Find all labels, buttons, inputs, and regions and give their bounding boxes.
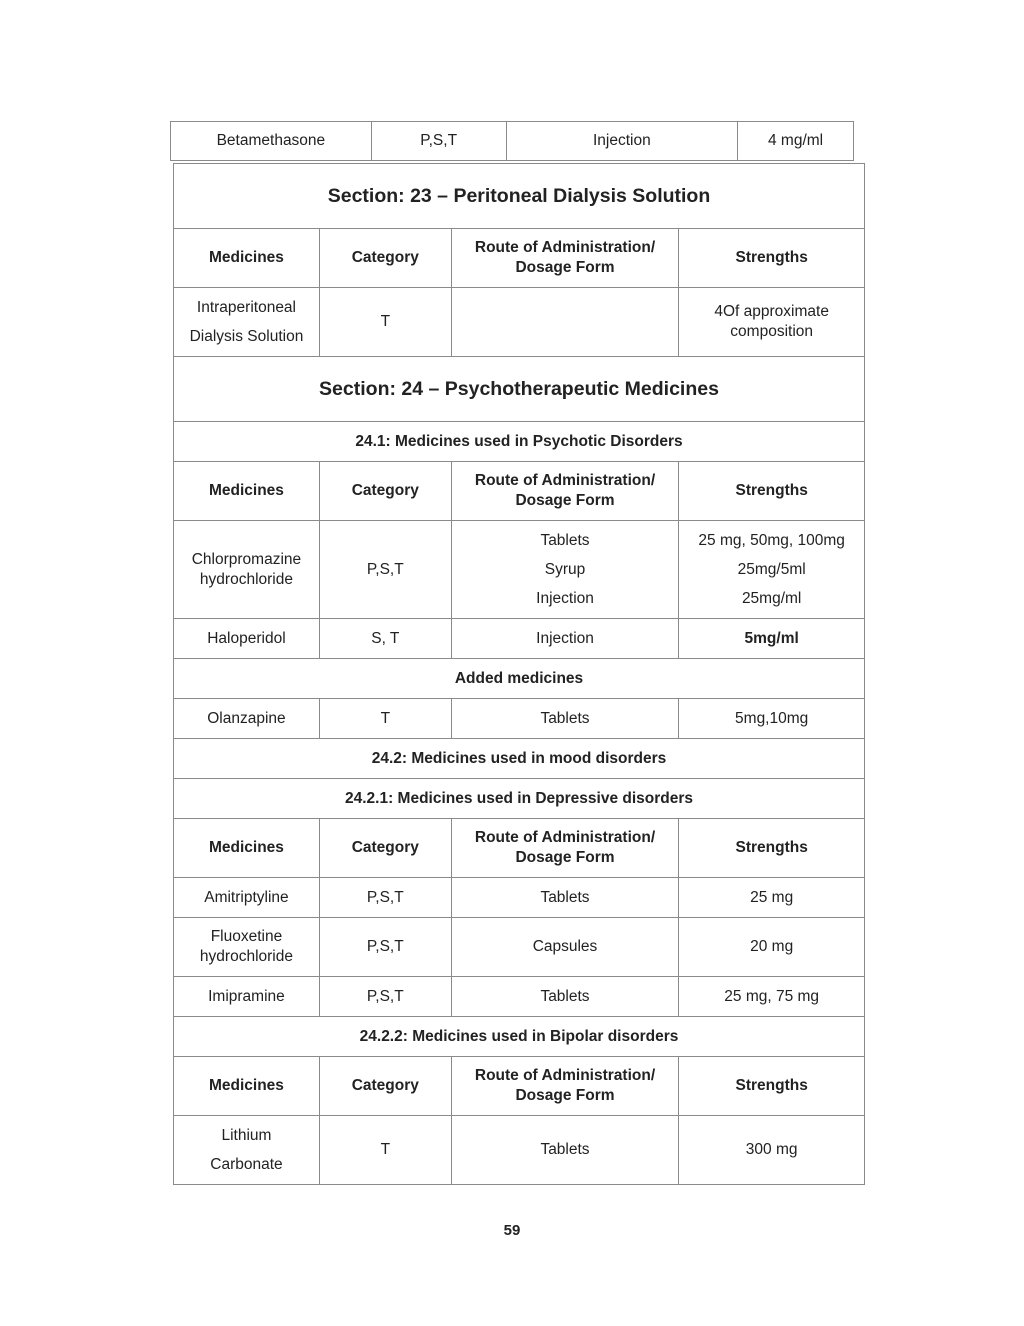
table-header-row [174,1057,865,1116]
subsection-row [174,779,865,819]
table-row-olanzapine [174,699,865,739]
medicine-cell: Fluoxetine hydrochloride [174,918,320,977]
medicine-cell: Olanzapine [174,699,320,739]
header-medicines: Medicines [174,819,320,878]
medicine-cell: Lithium Carbonate [174,1116,320,1185]
header-category: Category [319,462,451,521]
strength-cell: 300 mg [679,1116,865,1185]
category-cell: P,S,T [319,878,451,918]
category-cell: P,S,T [319,977,451,1017]
subsection-row [174,1017,865,1057]
route-cell: Tablets [451,699,679,739]
header-strengths: Strengths [679,819,865,878]
section-24-row [174,357,865,422]
header-route: Route of Administration/ Dosage Form [451,819,679,878]
header-strengths: Strengths [679,462,865,521]
category-cell: P,S,T [319,918,451,977]
table-row-betamethasone [171,122,854,161]
route-cell: Injection [506,122,738,161]
route-cell: Tablets [451,1116,679,1185]
route-cell: Tablets Syrup Injection [451,521,679,619]
medicines-table [173,163,865,1185]
strength-cell: 25 mg [679,878,865,918]
table-row-amitriptyline [174,878,865,918]
category-cell: T [319,288,451,357]
route-cell [451,288,679,357]
header-medicines: Medicines [174,462,320,521]
subsection-title: 24.2: Medicines used in mood disorders [174,739,865,779]
strength-cell: 5mg,10mg [679,699,865,739]
table-row-lithium [174,1116,865,1185]
subsection-title: 24.2.2: Medicines used in Bipolar disorders [174,1017,865,1057]
added-medicines-row [174,659,865,699]
table-header-row [174,462,865,521]
section-23-row [174,164,865,229]
page-number: 59 [503,1222,521,1239]
section-24-title: Section: 24 – Psychotherapeutic Medicines [174,357,865,422]
header-category: Category [319,819,451,878]
category-cell: T [319,699,451,739]
medicine-cell: Amitriptyline [174,878,320,918]
section-23-title: Section: 23 – Peritoneal Dialysis Solution [174,164,865,229]
route-cell: Capsules [451,918,679,977]
header-route: Route of Administration/ Dosage Form [451,229,679,288]
header-strengths: Strengths [679,229,865,288]
route-cell: Tablets [451,878,679,918]
header-route: Route of Administration/ Dosage Form [451,1057,679,1116]
strength-cell: 4Of approximate composition [679,288,865,357]
table-header-row [174,229,865,288]
category-cell: T [319,1116,451,1185]
subsection-title: 24.1: Medicines used in Psychotic Disorders [174,422,865,462]
header-medicines: Medicines [174,229,320,288]
category-cell: S, T [319,619,451,659]
strength-cell: 25 mg, 75 mg [679,977,865,1017]
strength-cell: 4 mg/ml [738,122,854,161]
strength-cell: 25 mg, 50mg, 100mg 25mg/5ml 25mg/ml [679,521,865,619]
table-row-haloperidol [174,619,865,659]
medicine-cell: Chlorpromazine hydrochloride [174,521,320,619]
table-row-fluoxetine [174,918,865,977]
added-medicines-title: Added medicines [174,659,865,699]
subsection-row [174,422,865,462]
strength-cell: 5mg/ml [679,619,865,659]
category-cell: P,S,T [371,122,506,161]
table-row-chlorpromazine [174,521,865,619]
route-cell: Injection [451,619,679,659]
table-row-intraperitoneal [174,288,865,357]
subsection-row [174,739,865,779]
header-strengths: Strengths [679,1057,865,1116]
medicine-cell: Haloperidol [174,619,320,659]
table-header-row [174,819,865,878]
medicine-cell: Betamethasone [171,122,372,161]
medicine-cell: Intraperitoneal Dialysis Solution [174,288,320,357]
header-route: Route of Administration/ Dosage Form [451,462,679,521]
header-category: Category [319,1057,451,1116]
strength-cell: 20 mg [679,918,865,977]
header-medicines: Medicines [174,1057,320,1116]
table-row-imipramine [174,977,865,1017]
category-cell: P,S,T [319,521,451,619]
route-cell: Tablets [451,977,679,1017]
medicine-cell: Imipramine [174,977,320,1017]
header-category: Category [319,229,451,288]
continued-table [170,121,854,161]
subsection-title: 24.2.1: Medicines used in Depressive disorders [174,779,865,819]
